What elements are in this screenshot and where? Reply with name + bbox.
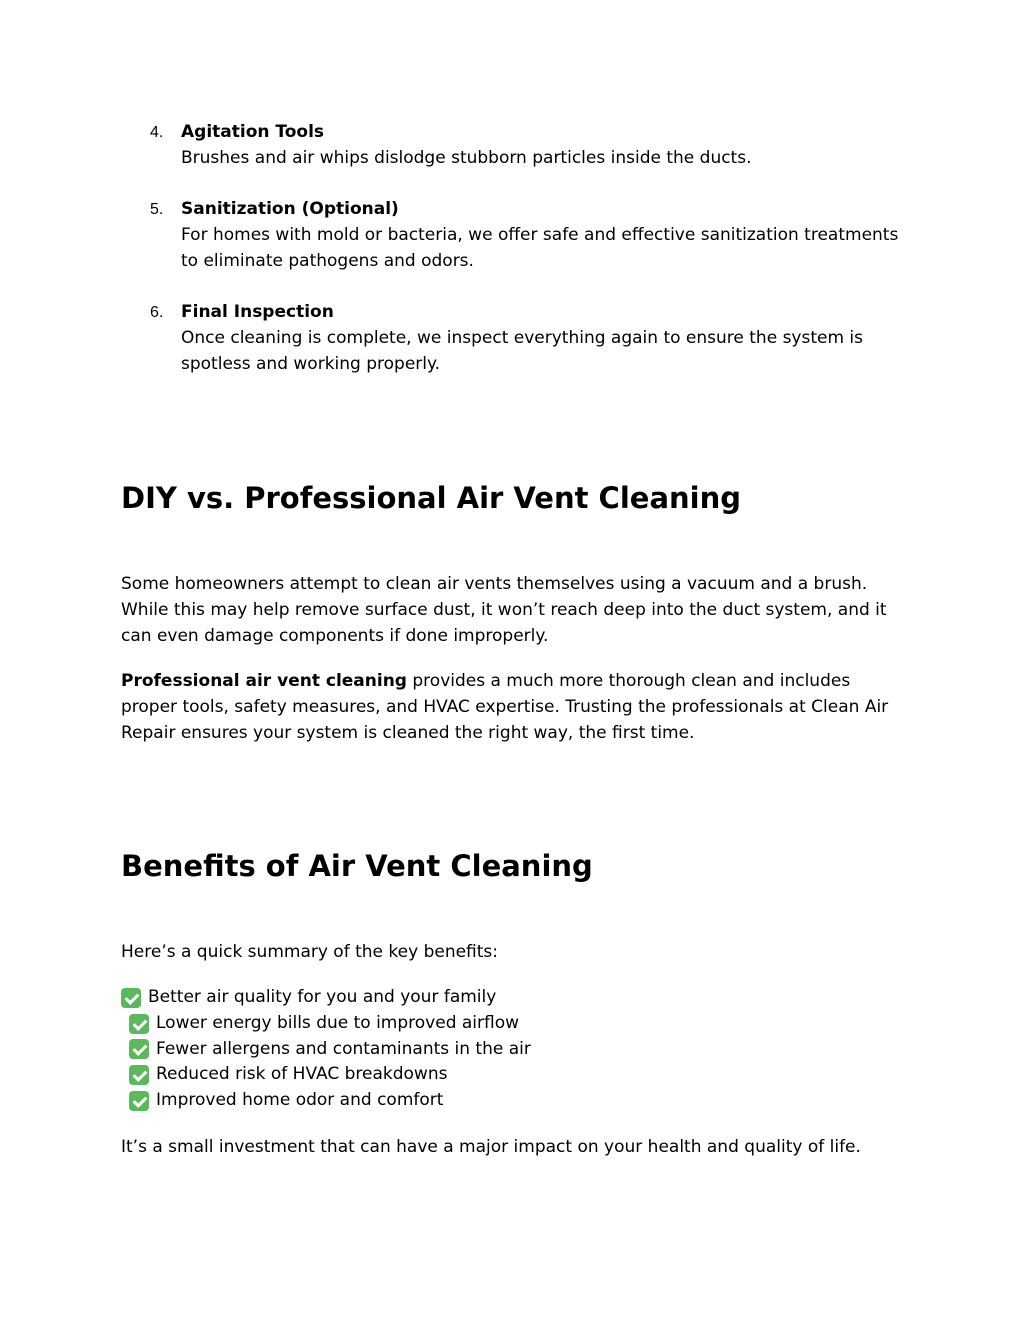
list-item-number: 4. [150,124,164,141]
benefit-text: Reduced risk of HVAC breakdowns [156,1064,448,1085]
professional-paragraph [121,668,911,746]
list-item-number: 5. [150,201,164,218]
professional-paragraph-text: provides a much more thorough clean and includes proper tools, safety measures, and HVAC expertise. Trusting the professionals at Clean Air Repair ensures your system is cleaned the right way, the first time. [121,671,889,743]
list-item-description: Brushes and air whips dislodge stubborn particles inside the ducts. [181,148,752,168]
list-item [121,299,901,377]
benefit-text: Improved home odor and comfort [156,1090,444,1110]
benefit-text: Fewer allergens and contaminants in the air [156,1038,531,1059]
list-item [121,1037,901,1063]
list-item-title: Final Inspection [181,302,334,322]
list-item [121,119,901,171]
check-mark-icon [129,1065,149,1085]
benefit-text: Lower energy bills due to improved airflow [156,1012,520,1033]
check-mark-icon [121,988,141,1008]
list-item [121,196,901,274]
list-item-title: Sanitization (Optional) [181,199,399,219]
benefit-text: Better air quality for you and your family [148,987,497,1007]
check-mark-icon [129,1091,149,1111]
professional-emphasis: Professional air vent cleaning [121,671,407,691]
list-item [121,1011,901,1037]
list-item-description: Once cleaning is complete, we inspect everything again to ensure the system is spotless and working properly. [181,328,864,374]
diy-section-heading: DIY vs. Professional Air Vent Cleaning [121,481,742,515]
process-steps-list [121,119,901,377]
check-mark-icon [129,1014,149,1034]
benefits-list [121,985,901,1114]
list-item-description: For homes with mold or bacteria, we offer safe and effective sanitization treatments to eliminate pathogens and odors. [181,225,899,271]
check-mark-icon [129,1039,149,1059]
list-item-number: 6. [150,304,164,321]
benefits-intro: Here’s a quick summary of the key benefits: [121,942,499,962]
list-item-title: Agitation Tools [181,122,325,142]
list-item [121,1088,901,1114]
diy-paragraph: Some homeowners attempt to clean air vents themselves using a vacuum and a brush. While this may help remove surface dust, it won’t reach deep into the duct system, and it can even damage components if done improperly. [121,574,887,646]
list-item [121,1062,901,1088]
list-item [121,985,901,1011]
benefits-section-heading: Benefits of Air Vent Cleaning [121,849,593,883]
closing-paragraph: It’s a small investment that can have a major impact on your health and quality of life. [121,1137,861,1157]
